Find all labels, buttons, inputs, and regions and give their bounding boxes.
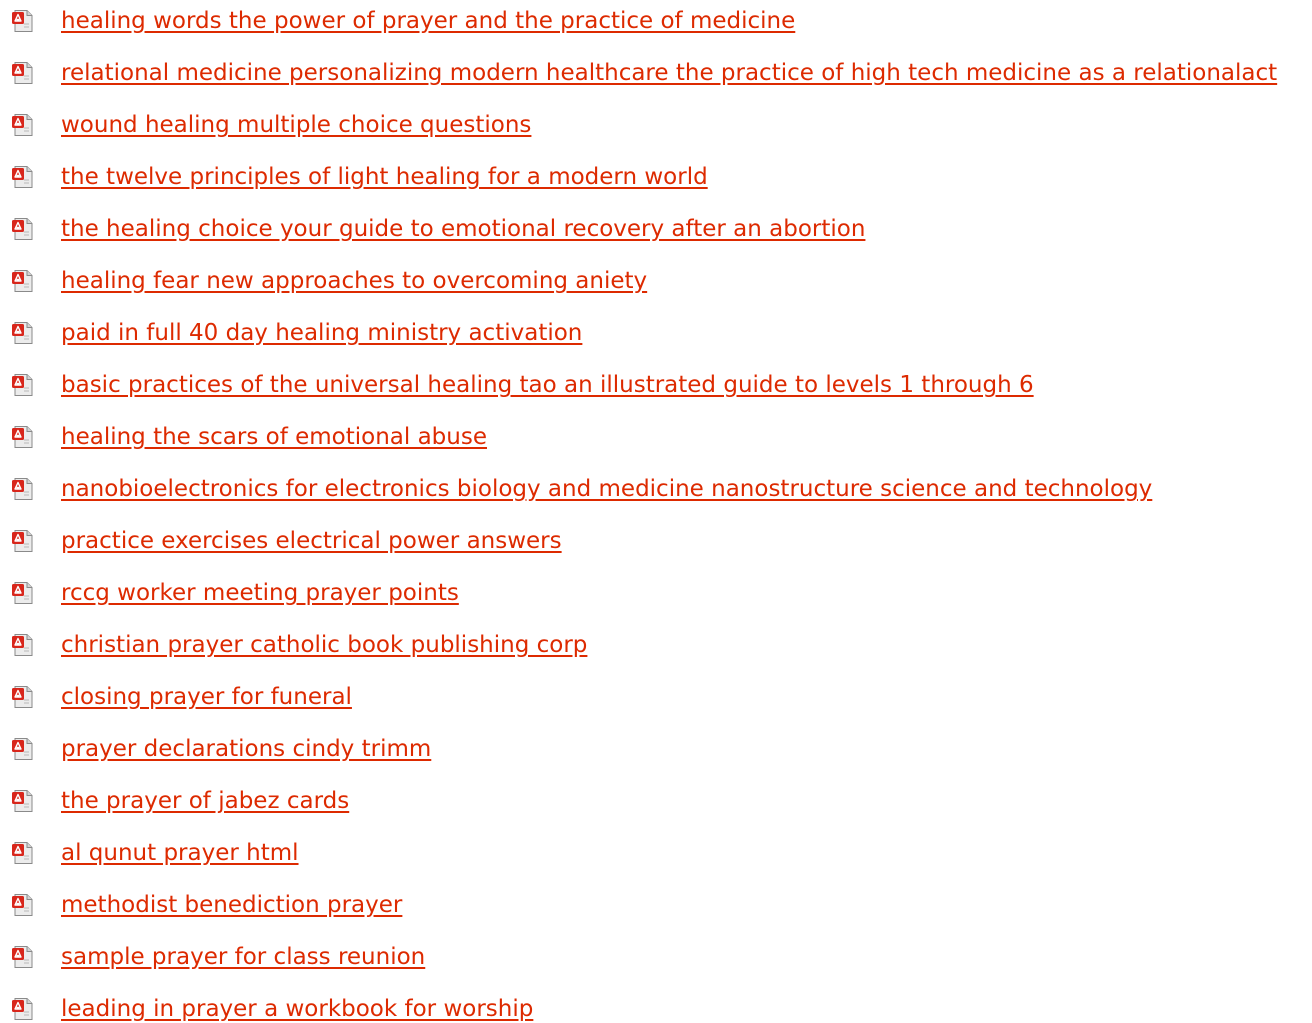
list-item <box>0 468 1312 520</box>
pdf-file-icon <box>11 113 35 137</box>
document-link[interactable]: rccg worker meeting prayer points <box>61 580 459 606</box>
document-link[interactable]: basic practices of the universal healing tao an illustrated guide to levels 1 through 6 <box>61 372 1034 398</box>
document-link[interactable]: paid in full 40 day healing ministry activation <box>61 320 583 346</box>
list-item <box>0 728 1312 780</box>
list-item <box>0 988 1312 1023</box>
document-link[interactable]: practice exercises electrical power answers <box>61 528 562 554</box>
pdf-file-icon <box>11 217 35 241</box>
document-link[interactable]: wound healing multiple choice questions <box>61 112 532 138</box>
document-link[interactable]: relational medicine personalizing modern healthcare the practice of high tech medicine as a relationalact <box>61 60 1278 86</box>
document-link[interactable]: nanobioelectronics for electronics biology and medicine nanostructure science and technology <box>61 476 1153 502</box>
pdf-file-icon <box>11 477 35 501</box>
pdf-file-icon <box>11 373 35 397</box>
document-link[interactable]: the healing choice your guide to emotional recovery after an abortion <box>61 216 866 242</box>
list-item <box>0 832 1312 884</box>
list-item <box>0 52 1312 104</box>
list-item <box>0 364 1312 416</box>
pdf-file-icon <box>11 321 35 345</box>
pdf-file-icon <box>11 9 35 33</box>
pdf-file-icon <box>11 997 35 1021</box>
pdf-file-icon <box>11 581 35 605</box>
list-item <box>0 156 1312 208</box>
document-link[interactable]: the prayer of jabez cards <box>61 788 350 814</box>
list-item <box>0 312 1312 364</box>
document-link[interactable]: healing fear new approaches to overcoming aniety <box>61 268 648 294</box>
list-item <box>0 0 1312 52</box>
list-item <box>0 572 1312 624</box>
pdf-file-icon <box>11 61 35 85</box>
list-item <box>0 520 1312 572</box>
document-link[interactable]: healing the scars of emotional abuse <box>61 424 487 450</box>
list-item <box>0 260 1312 312</box>
pdf-file-icon <box>11 737 35 761</box>
document-link[interactable]: methodist benediction prayer <box>61 892 403 918</box>
pdf-file-icon <box>11 841 35 865</box>
pdf-file-icon <box>11 685 35 709</box>
document-link[interactable]: leading in prayer a workbook for worship <box>61 996 534 1022</box>
pdf-file-icon <box>11 945 35 969</box>
pdf-file-icon <box>11 529 35 553</box>
list-item <box>0 884 1312 936</box>
document-link[interactable]: sample prayer for class reunion <box>61 944 426 970</box>
document-link[interactable]: the twelve principles of light healing for a modern world <box>61 164 708 190</box>
document-link[interactable]: healing words the power of prayer and the practice of medicine <box>61 8 796 34</box>
list-item <box>0 416 1312 468</box>
pdf-file-icon <box>11 425 35 449</box>
document-link[interactable]: christian prayer catholic book publishing corp <box>61 632 588 658</box>
list-item <box>0 676 1312 728</box>
pdf-file-icon <box>11 269 35 293</box>
list-item <box>0 624 1312 676</box>
list-item <box>0 104 1312 156</box>
list-item <box>0 936 1312 988</box>
list-item <box>0 780 1312 832</box>
pdf-file-icon <box>11 789 35 813</box>
pdf-file-icon <box>11 893 35 917</box>
document-link[interactable]: closing prayer for funeral <box>61 684 352 710</box>
pdf-file-icon <box>11 165 35 189</box>
document-link[interactable]: prayer declarations cindy trimm <box>61 736 432 762</box>
pdf-file-icon <box>11 633 35 657</box>
list-item <box>0 208 1312 260</box>
document-link[interactable]: al qunut prayer html <box>61 840 299 866</box>
